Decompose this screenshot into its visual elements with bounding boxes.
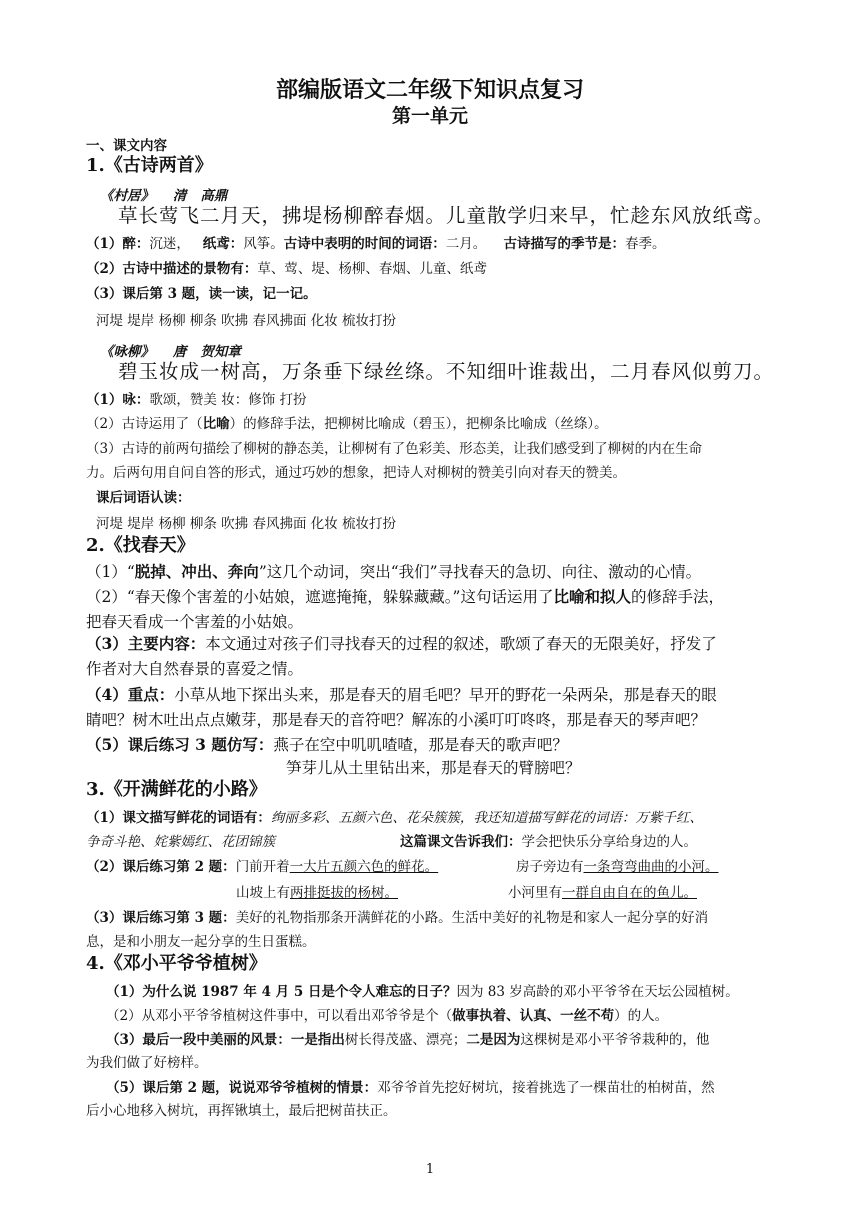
paragraph-line: （5）课后练习 3 题仿写：燕子在空中叽叽喳喳，那是春天的歌声吧？ [86, 735, 568, 754]
word-list: 河堤 堤岸 杨柳 柳条 吹拂 春风拂面 化妆 梳妆打扮 [96, 516, 397, 532]
paragraph-line: 山坡上有两排挺拔的杨树。 [236, 885, 398, 901]
lesson-heading-3: 3.《开满鲜花的小路》 [86, 779, 267, 800]
paragraph-line: （2）课后练习第 2 题：门前开着一大片五颜六色的鲜花。 [86, 859, 439, 875]
paragraph-line: 作者对大自然春景的喜爱之情。 [86, 660, 304, 678]
lesson-heading-4: 4.《邓小平爷爷植树》 [86, 953, 267, 974]
poem-text-yongliu: 碧玉妆成一树高，万条垂下绿丝绦。不知细叶谁裁出，二月春风似剪刀。 [118, 360, 775, 383]
paragraph-line: （3）最后一段中美丽的风景：一是指出树长得茂盛、漂亮；二是因为这棵树是邓小平爷爷栽种的，他 [106, 1032, 710, 1048]
paragraph-line: （3）课后练习第 3 题：美好的礼物指那条开满鲜花的小路。生活中美好的礼物是和家人一起分享的好消 [86, 910, 709, 926]
page-title: 部编版语文二年级下知识点复习 [275, 77, 584, 103]
section-heading: 一、课文内容 [86, 138, 167, 154]
note-line: （2）古诗运用了（比喻）的修辞手法，把柳树比喻成（碧玉），把柳条比喻成（丝绦）。 [86, 416, 608, 432]
paragraph-line: （3）主要内容：本文通过对孩子们寻找春天的过程的叙述，歌颂了春天的无限美好，抒发了 [86, 634, 717, 653]
paragraph-line: （1）课文描写鲜花的词语有：绚丽多彩、五颜六色、花朵簇簇，我还知道描写鲜花的词语：万紫千红、 [86, 810, 703, 826]
poem-text-cunju: 草长莺飞二月天，拂堤杨柳醉春烟。儿童散学归来早，忙趁东风放纸鸢。 [118, 204, 775, 227]
paragraph-line: 争奇斗艳、姹紫嫣红、花团锦簇 [86, 834, 275, 850]
paragraph-line: （1）“脱掉、冲出、奔向”这几个动词，突出“我们”寻找春天的急切、向往、激动的心情。 [86, 562, 702, 581]
paragraph-line: 这篇课文告诉我们：学会把快乐分享给身边的人。 [400, 834, 697, 850]
paragraph-line: 笋芽儿从土里钻出来，那是春天的臂膀吧？ [286, 759, 581, 777]
note-line: （3）课后第 3 题，读一读，记一记。 [86, 286, 317, 302]
paragraph-line: 小河里有一群自由自在的鱼儿。 [508, 885, 697, 901]
note-line: 力。后两句用自问自答的形式，通过巧妙的想象，把诗人对柳树的赞美引向对春天的赞美。 [86, 465, 626, 481]
lesson-heading-1: 1.《古诗两首》 [86, 155, 213, 176]
paragraph-line: 房子旁边有一条弯弯曲曲的小河。 [516, 859, 719, 875]
note-line: （2）古诗中描述的景物有：草、莺、堤、杨柳、春烟、儿童、纸鸢 [86, 261, 487, 277]
note-line: （3）古诗的前两句描绘了柳树的静态美，让柳树有了色彩美、形态美，让我们感受到了柳树的内在生命 [86, 441, 703, 457]
page-number: 1 [425, 1162, 435, 1177]
paragraph-line: 睛吧？树木吐出点点嫩芽，那是春天的音符吧？解冻的小溪叮叮咚咚，那是春天的琴声吧？ [86, 711, 707, 729]
paragraph-line: 为我们做了好榜样。 [86, 1055, 208, 1071]
poem-title-cunju: 《村居》 清 高鼎 [100, 188, 228, 204]
paragraph-line: （5）课后第 2 题，说说邓爷爷植树的情景：邓爷爷首先挖好树坑，接着挑选了一棵苗壮的柏树苗，然 [106, 1080, 715, 1096]
word-list: 河堤 堤岸 杨柳 柳条 吹拂 春风拂面 化妆 梳妆打扮 [96, 313, 397, 329]
note-line: （1）醉：沉迷， 纸鸢：风筝。古诗中表明的时间的词语：二月。 古诗描写的季节是：春季。 [86, 236, 666, 252]
paragraph-line: （1）为什么说 1987 年 4 月 5 日是个令人难忘的日子？因为 83 岁高龄的邓小平爷爷在天坛公园植树。 [106, 984, 739, 1000]
paragraph-line: （2）“春天像个害羞的小姑娘，遮遮掩掩，躲躲藏藏。”这句话运用了比喻和拟人的修辞手法， [86, 587, 724, 606]
note-line: 课后词语认读： [96, 490, 191, 506]
lesson-heading-2: 2.《找春天》 [86, 535, 195, 556]
poem-title-yongliu: 《咏柳》 唐 贺知章 [100, 344, 241, 360]
paragraph-line: 息，是和小朋友一起分享的生日蛋糕。 [86, 934, 316, 950]
paragraph-line: 把春天看成一个害羞的小姑娘。 [86, 613, 304, 631]
paragraph-line: （2）从邓小平爷爷植树这件事中，可以看出邓爷爷是个（做事执着、认真、一丝不苟）的人。 [106, 1008, 669, 1024]
paragraph-line: 后小心地移入树坑，再挥锹填土，最后把树苗扶正。 [86, 1103, 397, 1119]
note-line: （1）咏：歌颂，赞美 妆：修饰 打扮 [86, 392, 307, 408]
unit-heading: 第一单元 [391, 105, 468, 127]
paragraph-line: （4）重点：小草从地下探出头来，那是春天的眉毛吧？早开的野花一朵两朵，那是春天的眼 [86, 685, 717, 704]
